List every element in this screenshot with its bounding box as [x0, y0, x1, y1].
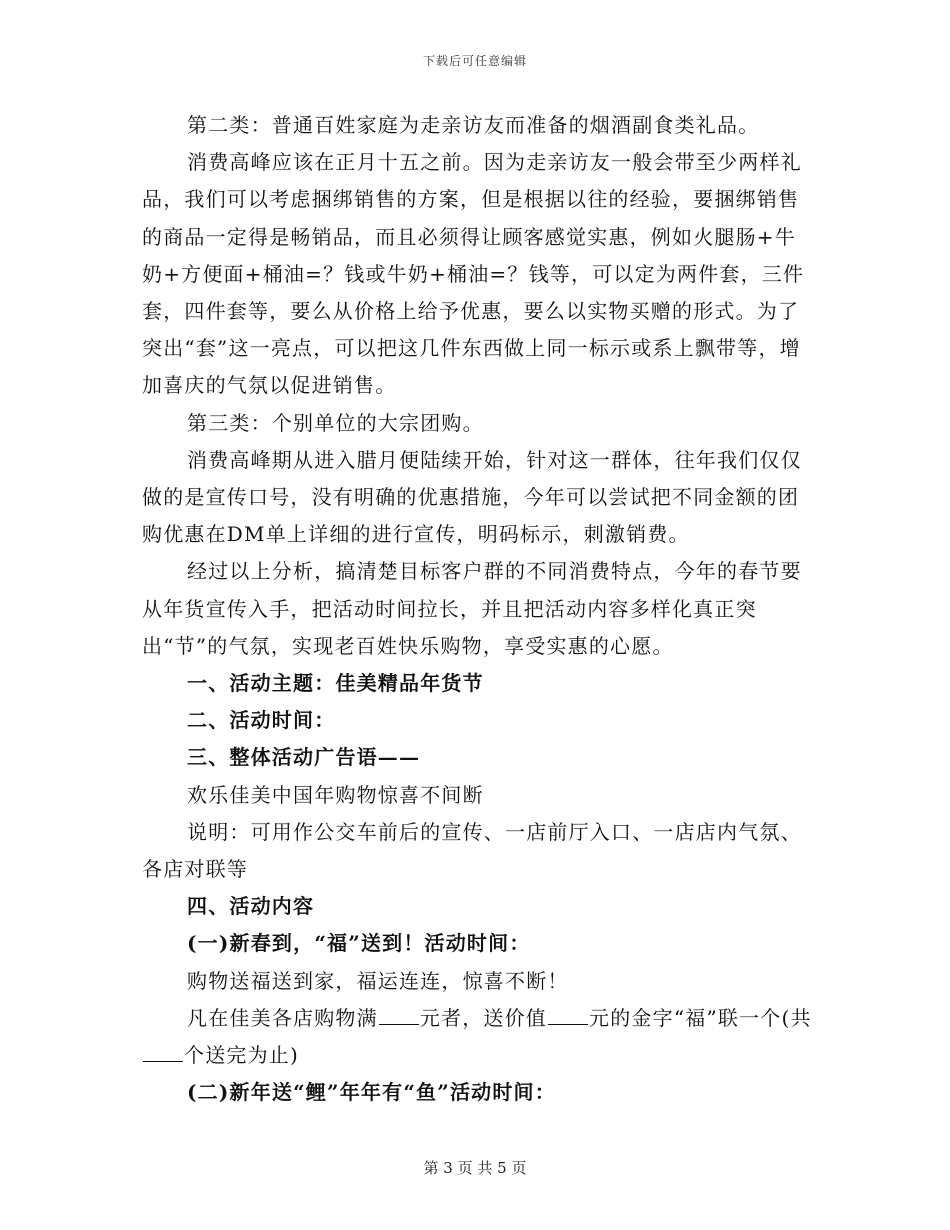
paragraph-slogan-note: 说明：可用作公交车前后的宣传、一店前厅入口、一店店内气氛、各店对联等: [142, 819, 802, 882]
paragraph-slogan: 欢乐佳美中国年购物惊喜不间断: [187, 782, 484, 807]
paragraph-fu-tagline: 购物送福送到家，福运连连，惊喜不断！: [187, 968, 569, 993]
document-body: [142, 107, 812, 1111]
page-header: 下载后可任意编辑: [422, 54, 527, 68]
fu-rules-part-3: 元的金字“福”联一个(共: [589, 1005, 812, 1030]
paragraph-category-three-detail: 消费高峰期从进入腊月便陆续开始，针对这一群体，往年我们仅仅做的是宣传口号，没有明确的优惠措施，今年可以尝试把不同金额的团购优惠在DM单上详细的进行宣传，明码标示，刺激销费。: [142, 447, 802, 547]
paragraph-category-two-detail: 消费高峰应该在正月十五之前。因为走亲访友一般会带至少两样礼品，我们可以考虑捆绑销售的方案，但是根据以往的经验，要捆绑销售的商品一定得是畅销品，而且必须得让顾客感觉实惠，例如火腿肠+牛奶+方便面+桶油=？钱或牛奶+桶油=？钱等，可以定为两件套，三件套，四件套等，要么从价格上给予优惠，要么以实物买赠的形式。为了突出“套”这一亮点，可以把这几件东西做上同一标示或系上飘带等，增加喜庆的气氛以促进销售。: [142, 150, 805, 398]
paragraph-category-two: 第二类：普通百姓家庭为走亲访友而准备的烟酒副食类礼品。: [187, 113, 760, 137]
heading-sub-activity-one: (一)新春到，“福”送到！活动时间：: [187, 931, 531, 956]
heading-activity-time: 二、活动时间：: [187, 708, 336, 733]
heading-activity-content: 四、活动内容: [187, 894, 315, 919]
page-footer: 第 3 页 共 5 页: [423, 1159, 527, 1177]
fu-rules-part-1: 凡在佳美各店购物满: [187, 1005, 378, 1030]
fu-rules-part-4: 个送完为止): [184, 1043, 300, 1068]
heading-activity-theme: 一、活动主题：佳美精品年货节: [187, 671, 484, 696]
blank-amount-threshold: [379, 1006, 419, 1025]
paragraph-analysis-summary: 经过以上分析，搞清楚目标客户群的不同消费特点，今年的春节要从年货宣传入手，把活动时间拉长，并且把活动内容多样化真正突出“节”的气氛，实现老百姓快乐购物，享受实惠的心愿。: [142, 559, 802, 658]
heading-sub-activity-two: (二)新年送“鲤”年年有“鱼”活动时间：: [187, 1080, 556, 1105]
blank-gift-value: [548, 1006, 588, 1025]
heading-slogan: 三、整体活动广告语——: [187, 745, 421, 770]
paragraph-fu-rules: [142, 1000, 812, 1074]
blank-gift-count: [143, 1043, 183, 1062]
fu-rules-part-2: 元者，送价值: [419, 1005, 548, 1030]
paragraph-category-three: 第三类：个别单位的大宗团购。: [187, 410, 484, 435]
